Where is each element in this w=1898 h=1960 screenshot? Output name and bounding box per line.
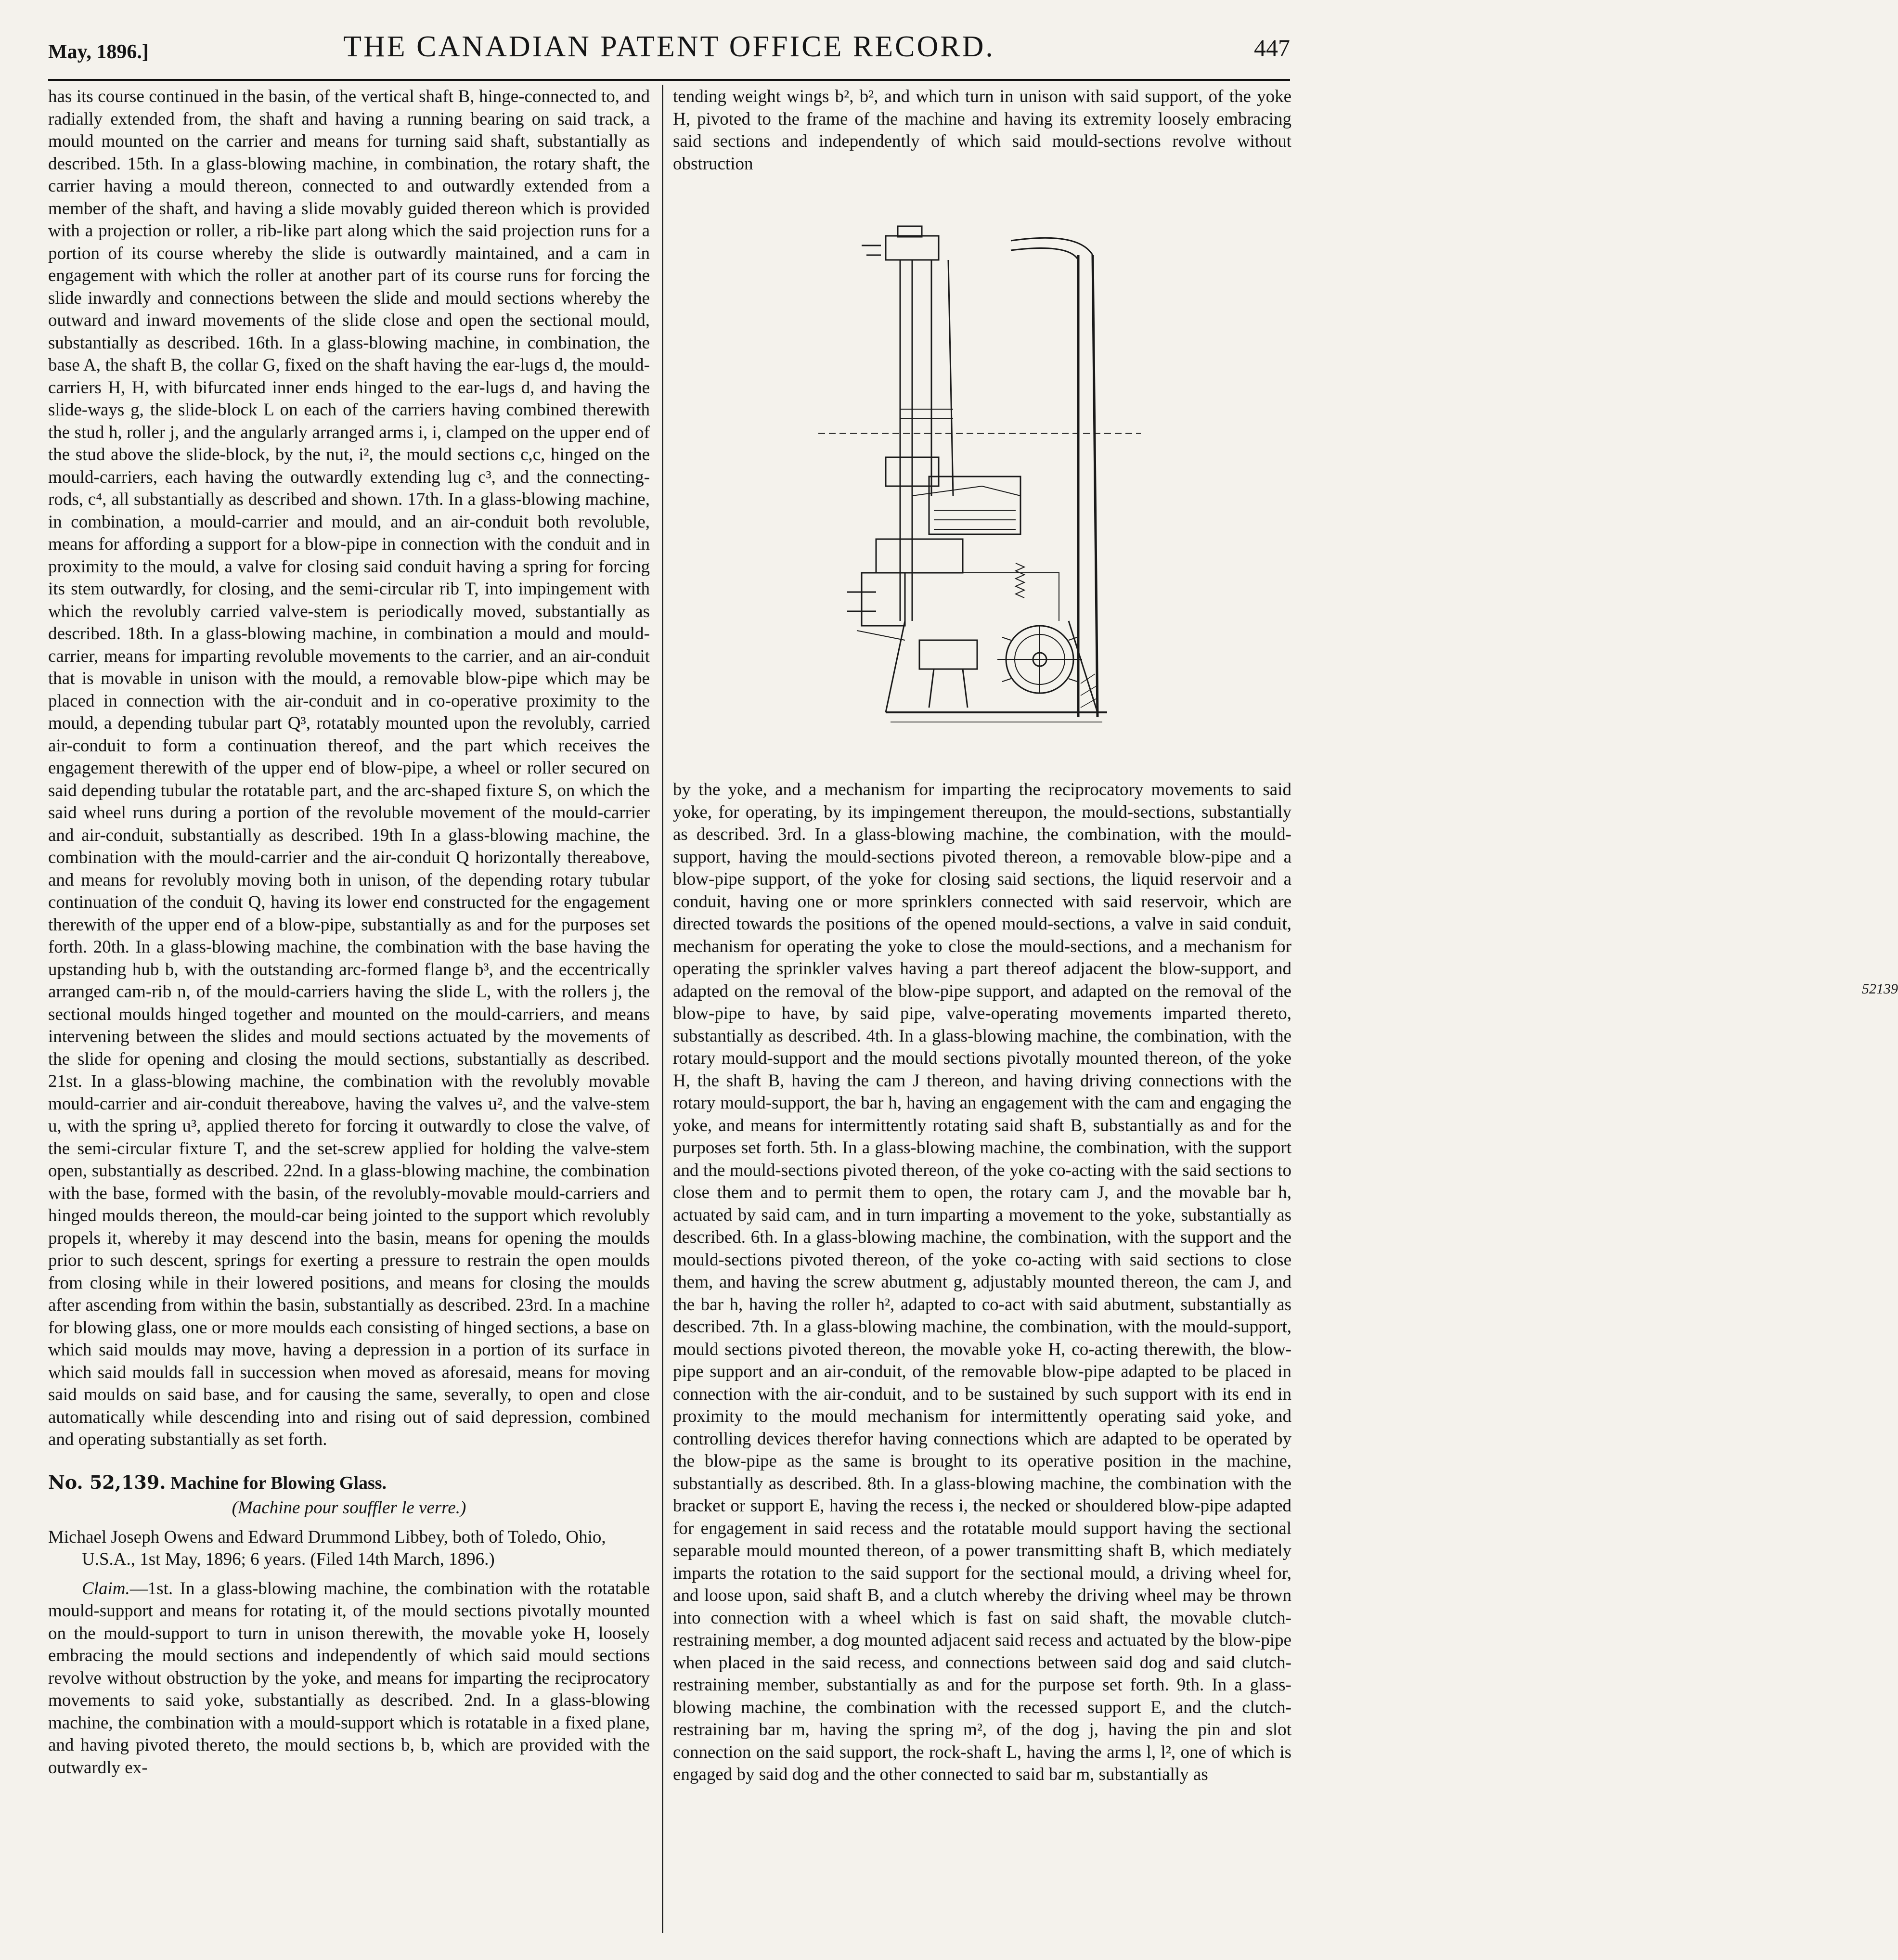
claims-continued-text: has its course continued in the basin, of the vertical shaft B, hinge-connected to, and radially extended from, the shaft and having a running bearing on said track, a mould mounted on the carrier and means for turning said shaft, substantially as described. 15th. In a glass-blowing machine, in combination, the rotary shaft, the carrier having a mould thereon, connected to and outwardly extended from a member of the shaft, and having a slide movably guided thereon which is provided with a projection or roller, a rib-like part along which the said projection runs for a portion of its course whereby the slide is outwardly maintained, and a cam in engagement with which the roller at another part of its course runs for forcing the slide inwardly and connections between the slide and mould sections whereby the outward and inward movements of the slide close and open the sectional mould, substantially as described. 16th. In a glass-blowing machine, in combination, the base A, the shaft B, the collar G, fixed on the shaft having the ear-lugs d, the mould-carriers H, H, with bifurcated inner ends hinged to the ear-lugs d, and having the slide-ways g, the slide-block L on each of the carriers having combined therewith the stud h, roller j, and the angularly arranged arms i, i, clamped on the upper end of the stud above the slide-block, by the nut, i², the mould sections c,c, hinged on the mould-carriers, each having the outwardly extending lug c³, and the connecting-rods, c⁴, all substantially as described and shown. 17th. In a glass-blowing machine, in combination, a mould-carrier and mould, and an air-conduit both revoluble, means for affording a support for a blow-pipe in connection with the conduit and in proximity to the mould, a valve for closing said conduit having a spring for forcing its stem outwardly, for closing, and the semi-circular rib T, into impingement with which the revolubly carried valve-stem is periodically moved, substantially as described. 18th. In a glass-blowing machine, in combination a mould and mould-carrier, means for imparting revoluble movements to the carrier, and an air-conduit that is movable in unison with the mould, a removable blow-pipe which may be placed in connection with the air-conduit and in co-operative proximity to the mould, a depending tubular part Q³, rotatably mounted upon the revolubly, carried air-conduit to form a continuation thereof, and the part which receives the engagement therewith of the upper end of blow-pipe, a wheel or roller secured on said depending tubular the rotatable part, and the arc-shaped fixture S, on which the said wheel runs during a portion of the revoluble movement of the mould-carrier and air-conduit, substantially as described. 19th In a glass-blowing machine, the combination with the mould-carrier and the air-conduit Q horizontally thereabove, and means for revolubly moving both in unison, of the depending rotary tubular continuation of the conduit Q, having its lower end constructed for the engagement therewith of the upper end of a blow-pipe, substantially as and for the purposes set forth. 20th. In a glass-blowing machine, the combination with the base having the upstanding hub b, with the outstanding arc-formed flange b³, and the eccentrically arranged cam-rib n, of the mould-carriers having the slide L, with the rollers j, the sectional moulds hinged together and mounted on the mould-carriers, and means intervening between the slides and mould sections actuated by the movements of the slide for opening and closing the mould sections, substantially as described. 21st. In a glass-blowing machine, the combination with the revolubly movable mould-carrier and air-conduit thereabove, having the valves u², and the valve-stem u, with the spring u³, applied thereto for forcing it outwardly to close the valve, of the semi-circular fixture T, and the set-screw applied for holding the valve-stem open, substantially as described. 22nd. In a glass-blowing machine, the combination with the base, formed with the basin, of the revolubly-movable mould-carriers and hinged moulds thereon, the mould-car being jointed to the support which revolubly propels it, whereby it may descend into the basin, means for opening the moulds prior to such descent, springs for exerting a pressure to restrain the open moulds from closing while in their lowered positions, and means for closing the moulds after ascending from within the basin, substantially as described. 23rd. In a machine for blowing glass, one or more moulds each consisting of hinged sections, a base on which said moulds may move, having a depression in a portion of its surface in which said moulds fall in succession when moved as aforesaid, means for moving said moulds on said base, and for causing the same, severally, to open and close automatically while descending into and rising out of said depression, combined and operating substantially as set forth. <box>48 87 650 1449</box>
header-rule <box>48 79 1290 81</box>
patent-number: No. 52,139. <box>48 1471 166 1493</box>
patent-inventors: Michael Joseph Owens and Edward Drummond Libbey, both of Toledo, Ohio, U.S.A., 1st May, 1896; 6 years. (Filed 14th March, 1896.) <box>48 1527 606 1569</box>
figure-number: 52139 <box>1862 981 1898 997</box>
patent-title: Machine for Blowing Glass. <box>170 1472 387 1493</box>
claim-label: Claim. <box>82 1578 130 1599</box>
patent-drawing <box>809 226 1898 997</box>
glass-machine-figure <box>809 226 1155 761</box>
right-column-bottom <box>673 779 1291 1786</box>
right-column-top-text: tending weight wings b², b², and which turn in unison with said support, of the yoke H, pivoted to the frame of the machine and having its extremity loosely embracing said sections and independently of which said mould-sections revolve without obstruction <box>673 87 1291 174</box>
issue-date: May, 1896.] <box>48 41 149 63</box>
page-header <box>48 30 1290 73</box>
patent-title-french: (Machine pour souffler le verre.) <box>232 1498 466 1518</box>
page-number: 447 <box>1254 34 1290 61</box>
column-divider <box>662 85 663 1933</box>
claim-paragraph <box>48 1578 650 1779</box>
right-column-bottom-text: by the yoke, and a mechanism for imparting the reciprocatory movements to said yoke, for operating, by its impingement thereupon, the mould-sections, substantially as described. 3rd. In a glass-blowing machine, the combination, with the mould-support, having the mould-sections pivoted thereon, a removable blow-pipe and a blow-pipe support, of the yoke for closing said sections, the liquid reservoir and a conduit, having one or more sprinklers connected with said reservoir, which are directed towards the positions of the opened mould-sections, a valve in said conduit, mechanism for operating the yoke to close the mould-sections, and a mechanism for operating the sprinkler valves having a part thereof adjacent the blow-support, and adapted on the removal of the blow-pipe support, and adapted on the removal of the blow-pipe to have, by said pipe, valve-operating movements imparted thereto, substantially as described. 4th. In a glass-blowing machine, the combination, with the rotary mould-support and the mould sections pivotally mounted thereon, of the yoke H, the shaft B, having the cam J thereon, and having driving connections with the rotary mould-support, the bar h, having an engagement with the cam and engaging the yoke, and means for intermittently rotating said shaft B, substantially as and for the purposes set forth. 5th. In a glass-blowing machine, the combination, with the support and the mould-sections pivoted thereon, of the yoke co-acting with the said sections to close them and to permit them to open, the rotary cam J, and the movable bar h, actuated by said cam, and in turn imparting a movement to the yoke, substantially as described. 6th. In a glass-blowing machine, the combination, with the support and the mould-sections pivoted thereon, of the yoke co-acting with said sections to close them, and having the screw abutment g, adjustably mounted thereon, the cam J, and the bar h, having the roller h², adapted to co-act with said abutment, substantially as described. 7th. In a glass-blowing machine, the combination, with the mould-support, mould sections pivoted thereon, the movable yoke H, co-acting therewith, the blow-pipe support and an air-conduit, of the removable blow-pipe adapted to be placed in connection with the air-conduit, and to be sustained by such support with its end in proximity to the mould mechanism for intermittently operating said yoke, and controlling devices therefor having connections which are adapted to be operated by the blow-pipe as the same is brought to its operative position in the machine, substantially as described. 8th. In a glass-blowing machine, the combination with the bracket or support E, having the recess i, the necked or shouldered blow-pipe adapted for engagement in said recess and the rotatable mould support having the sectional separable mould mounted thereon, of a power transmitting shaft B, which mediately imparts the rotation to the said support for the sectional mould, a driving wheel for, and loose upon, said shaft B, and a clutch whereby the driving wheel may be thrown into connection with a wheel which is fast on said shaft, the movable clutch-restraining member, a dog mounted adjacent said recess and actuated by the blow-pipe when placed in the said recess, and connections between said dog and said clutch-restraining member, substantially as and for the purpose set forth. 9th. In a glass-blowing machine, the combination with the recessed support E, and the clutch-restraining bar m, having the spring m², of the dog j, having the pin and slot connection on the said support, the rock-shaft L, having the arms l, l², one of which is engaged by said dog and the other connected to said bar m, substantially as <box>673 780 1291 1784</box>
left-column <box>48 86 650 1779</box>
publication-title: THE CANADIAN PATENT OFFICE RECORD. <box>343 30 995 63</box>
patent-entry-heading <box>48 1471 650 1495</box>
right-column-top <box>673 86 1291 175</box>
claim-text: —1st. In a glass-blowing machine, the combination with the rotatable mould-support and means for rotating it, of the mould sections pivotally mounted on the mould-support to turn in unison therewith, the movable yoke H, loosely embracing the mould sections and independently of which said mould sections revolve without obstruction by the yoke, and means for imparting the reciprocatory movements to said yoke, substantially as described. 2nd. In a glass-blowing machine, the combination with a mould-support which is rotatable in a fixed plane, and having pivoted thereto, the mould sections b, b, which are provided with the outwardly ex- <box>48 1578 650 1778</box>
